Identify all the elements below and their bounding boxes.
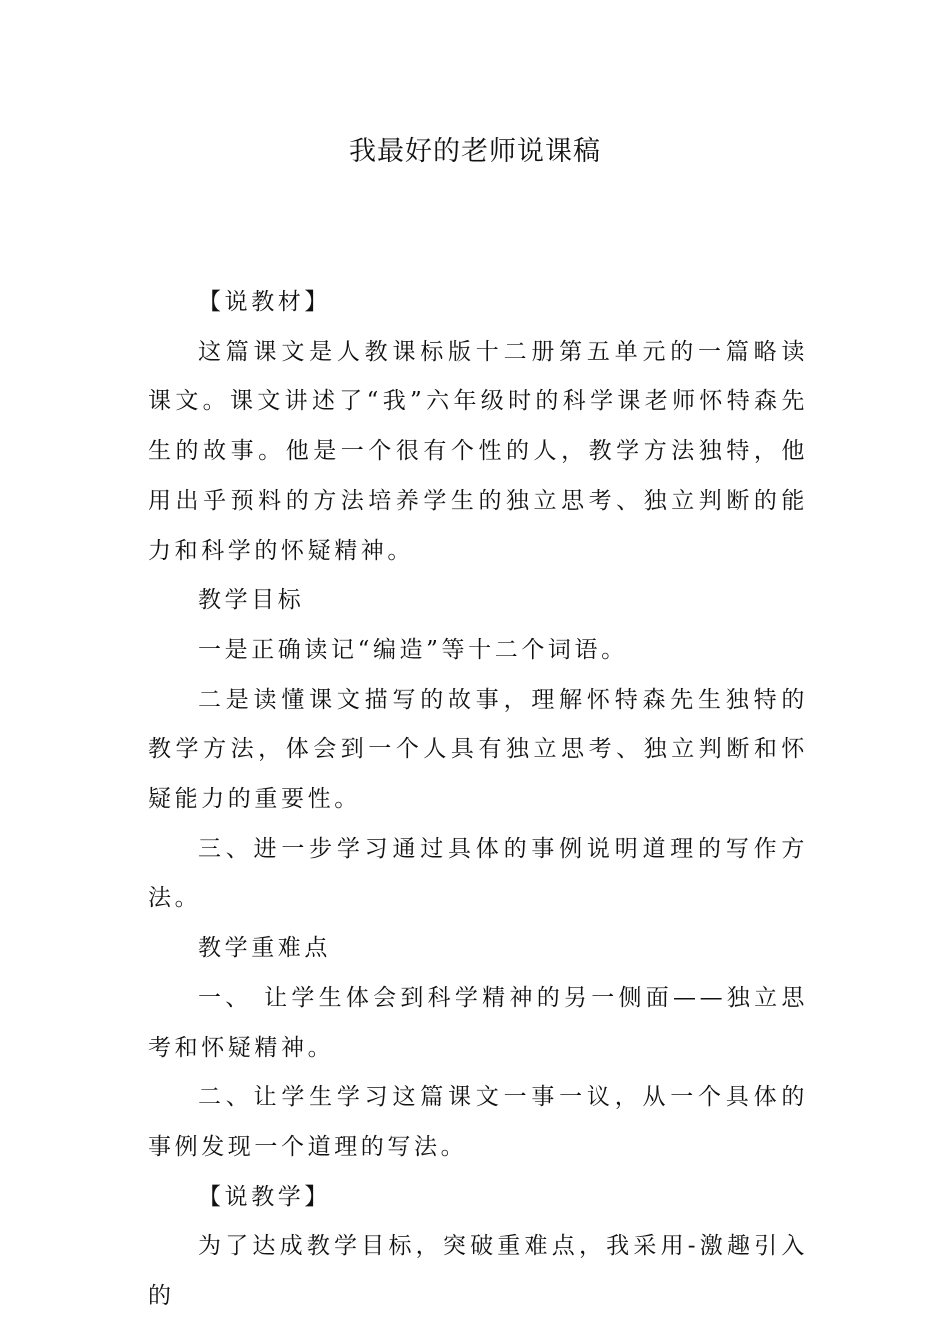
section-heading-teaching: 【说教学】 [198, 1183, 331, 1210]
paragraph-material-description: 这篇课文是人教课标版十二册第五单元的一篇略读课文。课文讲述了“我”六年级时的科学课老师怀特森先生的故事。他是一个很有个性的人，教学方法独特，他用出乎预料的方法培养学生的独立思考、独立判断的能力和科学的怀疑精神。 [148, 338, 808, 564]
goal-item-2: 二是读懂课文描写的故事，理解怀特森先生独特的教学方法，体会到一个人具有独立思考、独立判断和怀疑能力的重要性。 [148, 686, 808, 813]
subheading-key-difficulties: 教学重难点 [198, 935, 331, 962]
goal-item-3: 三、进一步学习通过具体的事例说明道理的写作方法。 [148, 835, 808, 912]
paragraph-teaching-method: 为了达成教学目标，突破重难点，我采用-激趣引入的 [148, 1233, 808, 1310]
difficulty-item-2: 二、让学生学习这篇课文一事一议，从一个具体的事例发现一个道理的写法。 [148, 1084, 808, 1160]
section-heading-teaching-material: 【说教材】 [198, 289, 331, 315]
document-body [148, 278, 808, 1322]
difficulty-item-1: 一、 让学生体会到科学精神的另一侧面——独立思考和怀疑精神。 [148, 984, 808, 1061]
subheading-teaching-goals: 教学目标 [198, 587, 305, 614]
page-title: 我最好的老师说课稿 [349, 136, 601, 167]
goal-item-1: 一是正确读记“编造”等十二个词语。 [198, 636, 628, 663]
